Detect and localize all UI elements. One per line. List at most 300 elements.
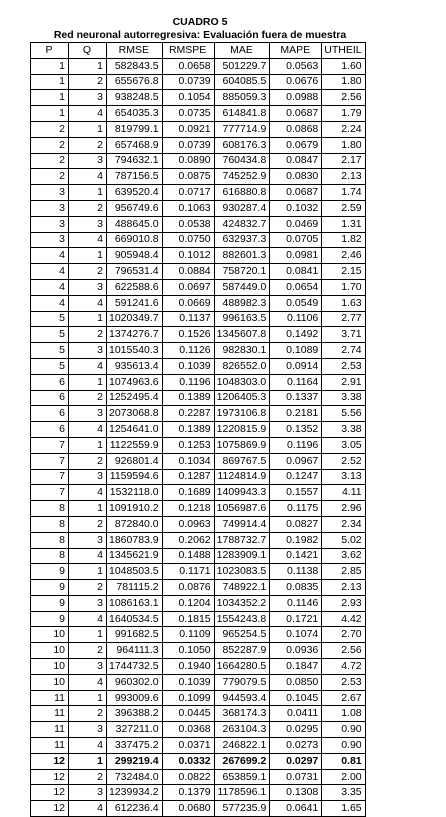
table-row [31,279,366,295]
cell-p: 11 [31,690,69,706]
cell-rmse: 1252495.4 [107,390,163,406]
cell-mae: 614841.8 [214,106,270,122]
cell-rmse: 591241.6 [107,295,163,311]
table-row [31,169,366,185]
cell-rmspe: 0.0371 [162,738,214,754]
cell-utheil: 2.15 [322,264,365,280]
cell-utheil: 3.38 [322,390,365,406]
cell-mae: 488982.3 [214,295,270,311]
table-subtitle: Red neuronal autorregresiva: Evaluación fuera de muestra [53,29,347,41]
cell-p: 7 [31,469,69,485]
cell-rmse: 905948.4 [107,248,163,264]
cell-mae: 577235.9 [214,801,270,817]
cell-rmspe: 0.0658 [162,58,214,74]
cell-q: 3 [69,153,107,169]
cell-q: 4 [69,295,107,311]
cell-p: 4 [31,264,69,280]
cell-p: 3 [31,216,69,232]
cell-mae: 758720.1 [214,264,270,280]
cell-mape: 0.1032 [270,200,322,216]
cell-rmspe: 0.1039 [162,358,214,374]
cell-utheil: 1.82 [322,232,365,248]
cell-mape: 0.1308 [270,785,322,801]
cell-mape: 0.0676 [270,74,322,90]
cell-p: 6 [31,422,69,438]
cell-q: 1 [69,58,107,74]
cell-q: 2 [69,327,107,343]
cell-rmspe: 0.1137 [162,311,214,327]
cell-utheil: 1.65 [322,801,365,817]
cell-q: 3 [69,532,107,548]
cell-q: 3 [69,279,107,295]
column-header-p: P [31,43,69,59]
cell-utheil: 2.77 [322,311,365,327]
cell-mape: 0.0988 [270,90,322,106]
cell-utheil: 0.81 [322,753,365,769]
table-title: CUADRO 5 [172,16,228,28]
table-row [31,769,366,785]
cell-utheil: 3.38 [322,422,365,438]
cell-p: 12 [31,769,69,785]
cell-mae: 852287.9 [214,643,270,659]
cell-p: 1 [31,106,69,122]
cell-rmspe: 0.0445 [162,706,214,722]
cell-rmspe: 0.1039 [162,674,214,690]
cell-rmspe: 0.1526 [162,327,214,343]
cell-rmse: 796531.4 [107,264,163,280]
cell-mape: 0.1074 [270,627,322,643]
cell-mae: 885059.3 [214,90,270,106]
cell-q: 4 [69,106,107,122]
cell-q: 2 [69,200,107,216]
cell-utheil: 2.96 [322,501,365,517]
cell-utheil: 1.31 [322,216,365,232]
cell-utheil: 2.93 [322,595,365,611]
cell-utheil: 0.90 [322,738,365,754]
cell-q: 1 [69,753,107,769]
cell-mae: 1056987.6 [214,501,270,517]
cell-mae: 1023083.5 [214,564,270,580]
cell-rmspe: 0.1012 [162,248,214,264]
cell-q: 2 [69,453,107,469]
cell-rmse: 612236.4 [107,801,163,817]
cell-rmspe: 0.0963 [162,516,214,532]
cell-mape: 0.1721 [270,611,322,627]
cell-p: 1 [31,58,69,74]
cell-mape: 0.1196 [270,437,322,453]
cell-utheil: 3.05 [322,437,365,453]
cell-p: 12 [31,801,69,817]
cell-rmspe: 0.0890 [162,153,214,169]
cell-p: 3 [31,200,69,216]
cell-rmse: 964111.3 [107,643,163,659]
cell-p: 5 [31,343,69,359]
cell-mape: 0.1847 [270,659,322,675]
cell-mae: 869767.5 [214,453,270,469]
cell-mae: 748922.1 [214,580,270,596]
cell-mae: 604085.5 [214,74,270,90]
cell-mae: 616880.8 [214,185,270,201]
cell-mae: 1345607.8 [214,327,270,343]
cell-rmspe: 0.0538 [162,216,214,232]
cell-p: 2 [31,153,69,169]
cell-utheil: 3.13 [322,469,365,485]
cell-q: 4 [69,674,107,690]
cell-rmspe: 0.1196 [162,374,214,390]
cell-utheil: 2.00 [322,769,365,785]
cell-mae: 982830.1 [214,343,270,359]
table-row [31,58,366,74]
cell-q: 3 [69,469,107,485]
cell-p: 1 [31,74,69,90]
cell-mae: 930287.4 [214,200,270,216]
cell-mae: 1220815.9 [214,422,270,438]
table-row [31,358,366,374]
cell-q: 1 [69,627,107,643]
cell-rmse: 299219.4 [107,753,163,769]
cell-rmse: 1239934.2 [107,785,163,801]
cell-p: 10 [31,674,69,690]
cell-mae: 760434.8 [214,153,270,169]
cell-mape: 0.1247 [270,469,322,485]
cell-mape: 0.2181 [270,406,322,422]
cell-mae: 368174.3 [214,706,270,722]
cell-rmspe: 0.1063 [162,200,214,216]
cell-rmse: 1860783.9 [107,532,163,548]
cell-p: 8 [31,548,69,564]
cell-rmse: 1640534.5 [107,611,163,627]
cell-rmse: 1048503.5 [107,564,163,580]
cell-utheil: 5.56 [322,406,365,422]
cell-mae: 749914.4 [214,516,270,532]
cell-mae: 608176.3 [214,137,270,153]
cell-rmspe: 0.1034 [162,453,214,469]
cell-rmse: 337475.2 [107,738,163,754]
cell-p: 8 [31,532,69,548]
cell-mape: 0.1045 [270,690,322,706]
cell-p: 5 [31,358,69,374]
cell-rmspe: 0.0368 [162,722,214,738]
cell-rmse: 654035.3 [107,106,163,122]
cell-utheil: 2.74 [322,343,365,359]
table-row [31,185,366,201]
cell-rmspe: 0.0739 [162,137,214,153]
cell-p: 2 [31,169,69,185]
cell-q: 4 [69,485,107,501]
cell-rmspe: 0.1171 [162,564,214,580]
table-row [31,532,366,548]
table-row [31,674,366,690]
cell-mape: 0.1138 [270,564,322,580]
cell-utheil: 5.02 [322,532,365,548]
cell-rmse: 1159594.6 [107,469,163,485]
cell-mae: 246822.1 [214,738,270,754]
cell-mape: 0.0411 [270,706,322,722]
table-row [31,232,366,248]
cell-mape: 0.0841 [270,264,322,280]
cell-rmse: 1345621.9 [107,548,163,564]
cell-mape: 0.1106 [270,311,322,327]
cell-utheil: 1.74 [322,185,365,201]
cell-utheil: 2.59 [322,200,365,216]
cell-rmspe: 0.1050 [162,643,214,659]
cell-rmspe: 0.1126 [162,343,214,359]
cell-mae: 1973106.8 [214,406,270,422]
column-header-utheil: UTHEIL [322,43,365,59]
table-row [31,374,366,390]
cell-rmspe: 0.0669 [162,295,214,311]
cell-p: 10 [31,643,69,659]
cell-utheil: 4.72 [322,659,365,675]
cell-rmspe: 0.0921 [162,121,214,137]
cell-q: 2 [69,390,107,406]
cell-mae: 826552.0 [214,358,270,374]
cell-rmse: 794632.1 [107,153,163,169]
table-row [31,516,366,532]
cell-utheil: 2.52 [322,453,365,469]
cell-p: 9 [31,564,69,580]
table-body [31,58,366,816]
table-row [31,295,366,311]
cell-rmse: 956749.6 [107,200,163,216]
cell-rmse: 993009.6 [107,690,163,706]
cell-utheil: 3.71 [322,327,365,343]
cell-mape: 0.0847 [270,153,322,169]
cell-rmse: 396388.2 [107,706,163,722]
cell-q: 1 [69,185,107,201]
cell-utheil: 2.85 [322,564,365,580]
column-header-rmspe: RMSPE [162,43,214,59]
cell-rmse: 1532118.0 [107,485,163,501]
cell-p: 5 [31,311,69,327]
cell-mape: 0.0981 [270,248,322,264]
cell-mae: 587449.0 [214,279,270,295]
cell-p: 9 [31,611,69,627]
column-header-q: Q [69,43,107,59]
cell-rmse: 819799.1 [107,121,163,137]
cell-p: 3 [31,232,69,248]
cell-q: 2 [69,580,107,596]
cell-utheil: 3.35 [322,785,365,801]
cell-mae: 1075869.9 [214,437,270,453]
cell-rmse: 1020349.7 [107,311,163,327]
table-row [31,469,366,485]
cell-mape: 0.0549 [270,295,322,311]
cell-p: 6 [31,374,69,390]
cell-p: 1 [31,90,69,106]
cell-mape: 0.0654 [270,279,322,295]
cell-mape: 0.1982 [270,532,322,548]
cell-p: 4 [31,295,69,311]
table-row [31,627,366,643]
cell-rmspe: 0.1253 [162,437,214,453]
cell-mape: 0.1352 [270,422,322,438]
cell-rmse: 787156.5 [107,169,163,185]
cell-mae: 1048303.0 [214,374,270,390]
cell-utheil: 2.13 [322,169,365,185]
cell-p: 6 [31,406,69,422]
cell-p: 8 [31,501,69,517]
cell-mape: 0.0469 [270,216,322,232]
table-row [31,706,366,722]
cell-q: 2 [69,643,107,659]
cell-p: 9 [31,580,69,596]
table-row [31,564,366,580]
table-row [31,738,366,754]
cell-mape: 0.1146 [270,595,322,611]
cell-utheil: 2.17 [322,153,365,169]
cell-q: 3 [69,343,107,359]
cell-rmspe: 0.1389 [162,422,214,438]
cell-q: 1 [69,121,107,137]
cell-rmse: 2073068.8 [107,406,163,422]
cell-q: 2 [69,516,107,532]
cell-q: 1 [69,374,107,390]
cell-utheil: 1.70 [322,279,365,295]
cell-p: 11 [31,738,69,754]
cell-utheil: 2.67 [322,690,365,706]
cell-q: 4 [69,232,107,248]
cell-mae: 1283909.1 [214,548,270,564]
cell-utheil: 2.34 [322,516,365,532]
cell-rmse: 327211.0 [107,722,163,738]
cell-rmspe: 0.1109 [162,627,214,643]
table-row [31,90,366,106]
cell-rmspe: 0.1488 [162,548,214,564]
cell-mape: 0.0297 [270,753,322,769]
cell-mape: 0.0850 [270,674,322,690]
cell-rmspe: 0.1389 [162,390,214,406]
cell-rmspe: 0.2287 [162,406,214,422]
cell-utheil: 2.46 [322,248,365,264]
cell-q: 2 [69,74,107,90]
table-row [31,248,366,264]
cell-mae: 267699.2 [214,753,270,769]
cell-rmspe: 0.2062 [162,532,214,548]
table-row [31,343,366,359]
cell-q: 1 [69,437,107,453]
table-row [31,106,366,122]
cell-rmse: 1015540.3 [107,343,163,359]
cell-q: 2 [69,137,107,153]
cell-p: 12 [31,785,69,801]
cell-utheil: 2.56 [322,643,365,659]
cell-rmspe: 0.1287 [162,469,214,485]
cell-mae: 996163.5 [214,311,270,327]
cell-mape: 0.1337 [270,390,322,406]
cell-rmspe: 0.0750 [162,232,214,248]
cell-mape: 0.1175 [270,501,322,517]
table-row [31,595,366,611]
table-row [31,801,366,817]
table-row [31,690,366,706]
cell-q: 4 [69,169,107,185]
cell-mape: 0.0731 [270,769,322,785]
cell-q: 3 [69,406,107,422]
table-row [31,422,366,438]
cell-rmse: 926801.4 [107,453,163,469]
cell-rmse: 488645.0 [107,216,163,232]
cell-mape: 0.0563 [270,58,322,74]
column-header-mae: MAE [214,43,270,59]
table-row [31,121,366,137]
cell-q: 3 [69,659,107,675]
cell-mae: 882601.3 [214,248,270,264]
cell-utheil: 4.11 [322,485,365,501]
cell-p: 8 [31,516,69,532]
cell-rmspe: 0.1940 [162,659,214,675]
cell-utheil: 2.70 [322,627,365,643]
cell-mae: 632937.3 [214,232,270,248]
cell-rmspe: 0.1204 [162,595,214,611]
cell-q: 3 [69,90,107,106]
table-row [31,264,366,280]
cell-mape: 0.1421 [270,548,322,564]
table-row [31,453,366,469]
cell-mae: 263104.3 [214,722,270,738]
cell-p: 7 [31,437,69,453]
cell-mae: 1034352.2 [214,595,270,611]
cell-mae: 1124814.9 [214,469,270,485]
cell-p: 7 [31,485,69,501]
cell-utheil: 1.80 [322,74,365,90]
table-row [31,311,366,327]
cell-q: 1 [69,501,107,517]
column-header-rmse: RMSE [107,43,163,59]
cell-rmspe: 0.0822 [162,769,214,785]
cell-utheil: 1.60 [322,58,365,74]
cell-mape: 0.0641 [270,801,322,817]
cell-q: 3 [69,595,107,611]
cell-rmspe: 0.0735 [162,106,214,122]
cell-q: 4 [69,422,107,438]
cell-rmspe: 0.1054 [162,90,214,106]
cell-rmspe: 0.0717 [162,185,214,201]
cell-mae: 1178596.1 [214,785,270,801]
cell-rmspe: 0.0332 [162,753,214,769]
cell-mae: 424832.7 [214,216,270,232]
cell-utheil: 2.53 [322,674,365,690]
cell-mape: 0.0687 [270,106,322,122]
cell-rmse: 622588.6 [107,279,163,295]
cell-utheil: 1.79 [322,106,365,122]
cell-mape: 0.0705 [270,232,322,248]
cell-rmse: 657468.9 [107,137,163,153]
table-row [31,659,366,675]
cell-p: 5 [31,327,69,343]
cell-mae: 1409943.3 [214,485,270,501]
cell-rmspe: 0.0884 [162,264,214,280]
cell-mape: 0.0827 [270,516,322,532]
cell-q: 2 [69,769,107,785]
cell-q: 4 [69,611,107,627]
cell-mae: 1206405.3 [214,390,270,406]
cell-utheil: 1.08 [322,706,365,722]
cell-rmse: 655676.8 [107,74,163,90]
cell-rmspe: 0.1689 [162,485,214,501]
cell-q: 4 [69,358,107,374]
cell-p: 10 [31,627,69,643]
cell-rmse: 991682.5 [107,627,163,643]
cell-rmspe: 0.1099 [162,690,214,706]
cell-rmspe: 0.1815 [162,611,214,627]
cell-mape: 0.0687 [270,185,322,201]
cell-rmse: 1086163.1 [107,595,163,611]
cell-p: 10 [31,659,69,675]
cell-mape: 0.0273 [270,738,322,754]
cell-p: 3 [31,185,69,201]
cell-q: 1 [69,311,107,327]
